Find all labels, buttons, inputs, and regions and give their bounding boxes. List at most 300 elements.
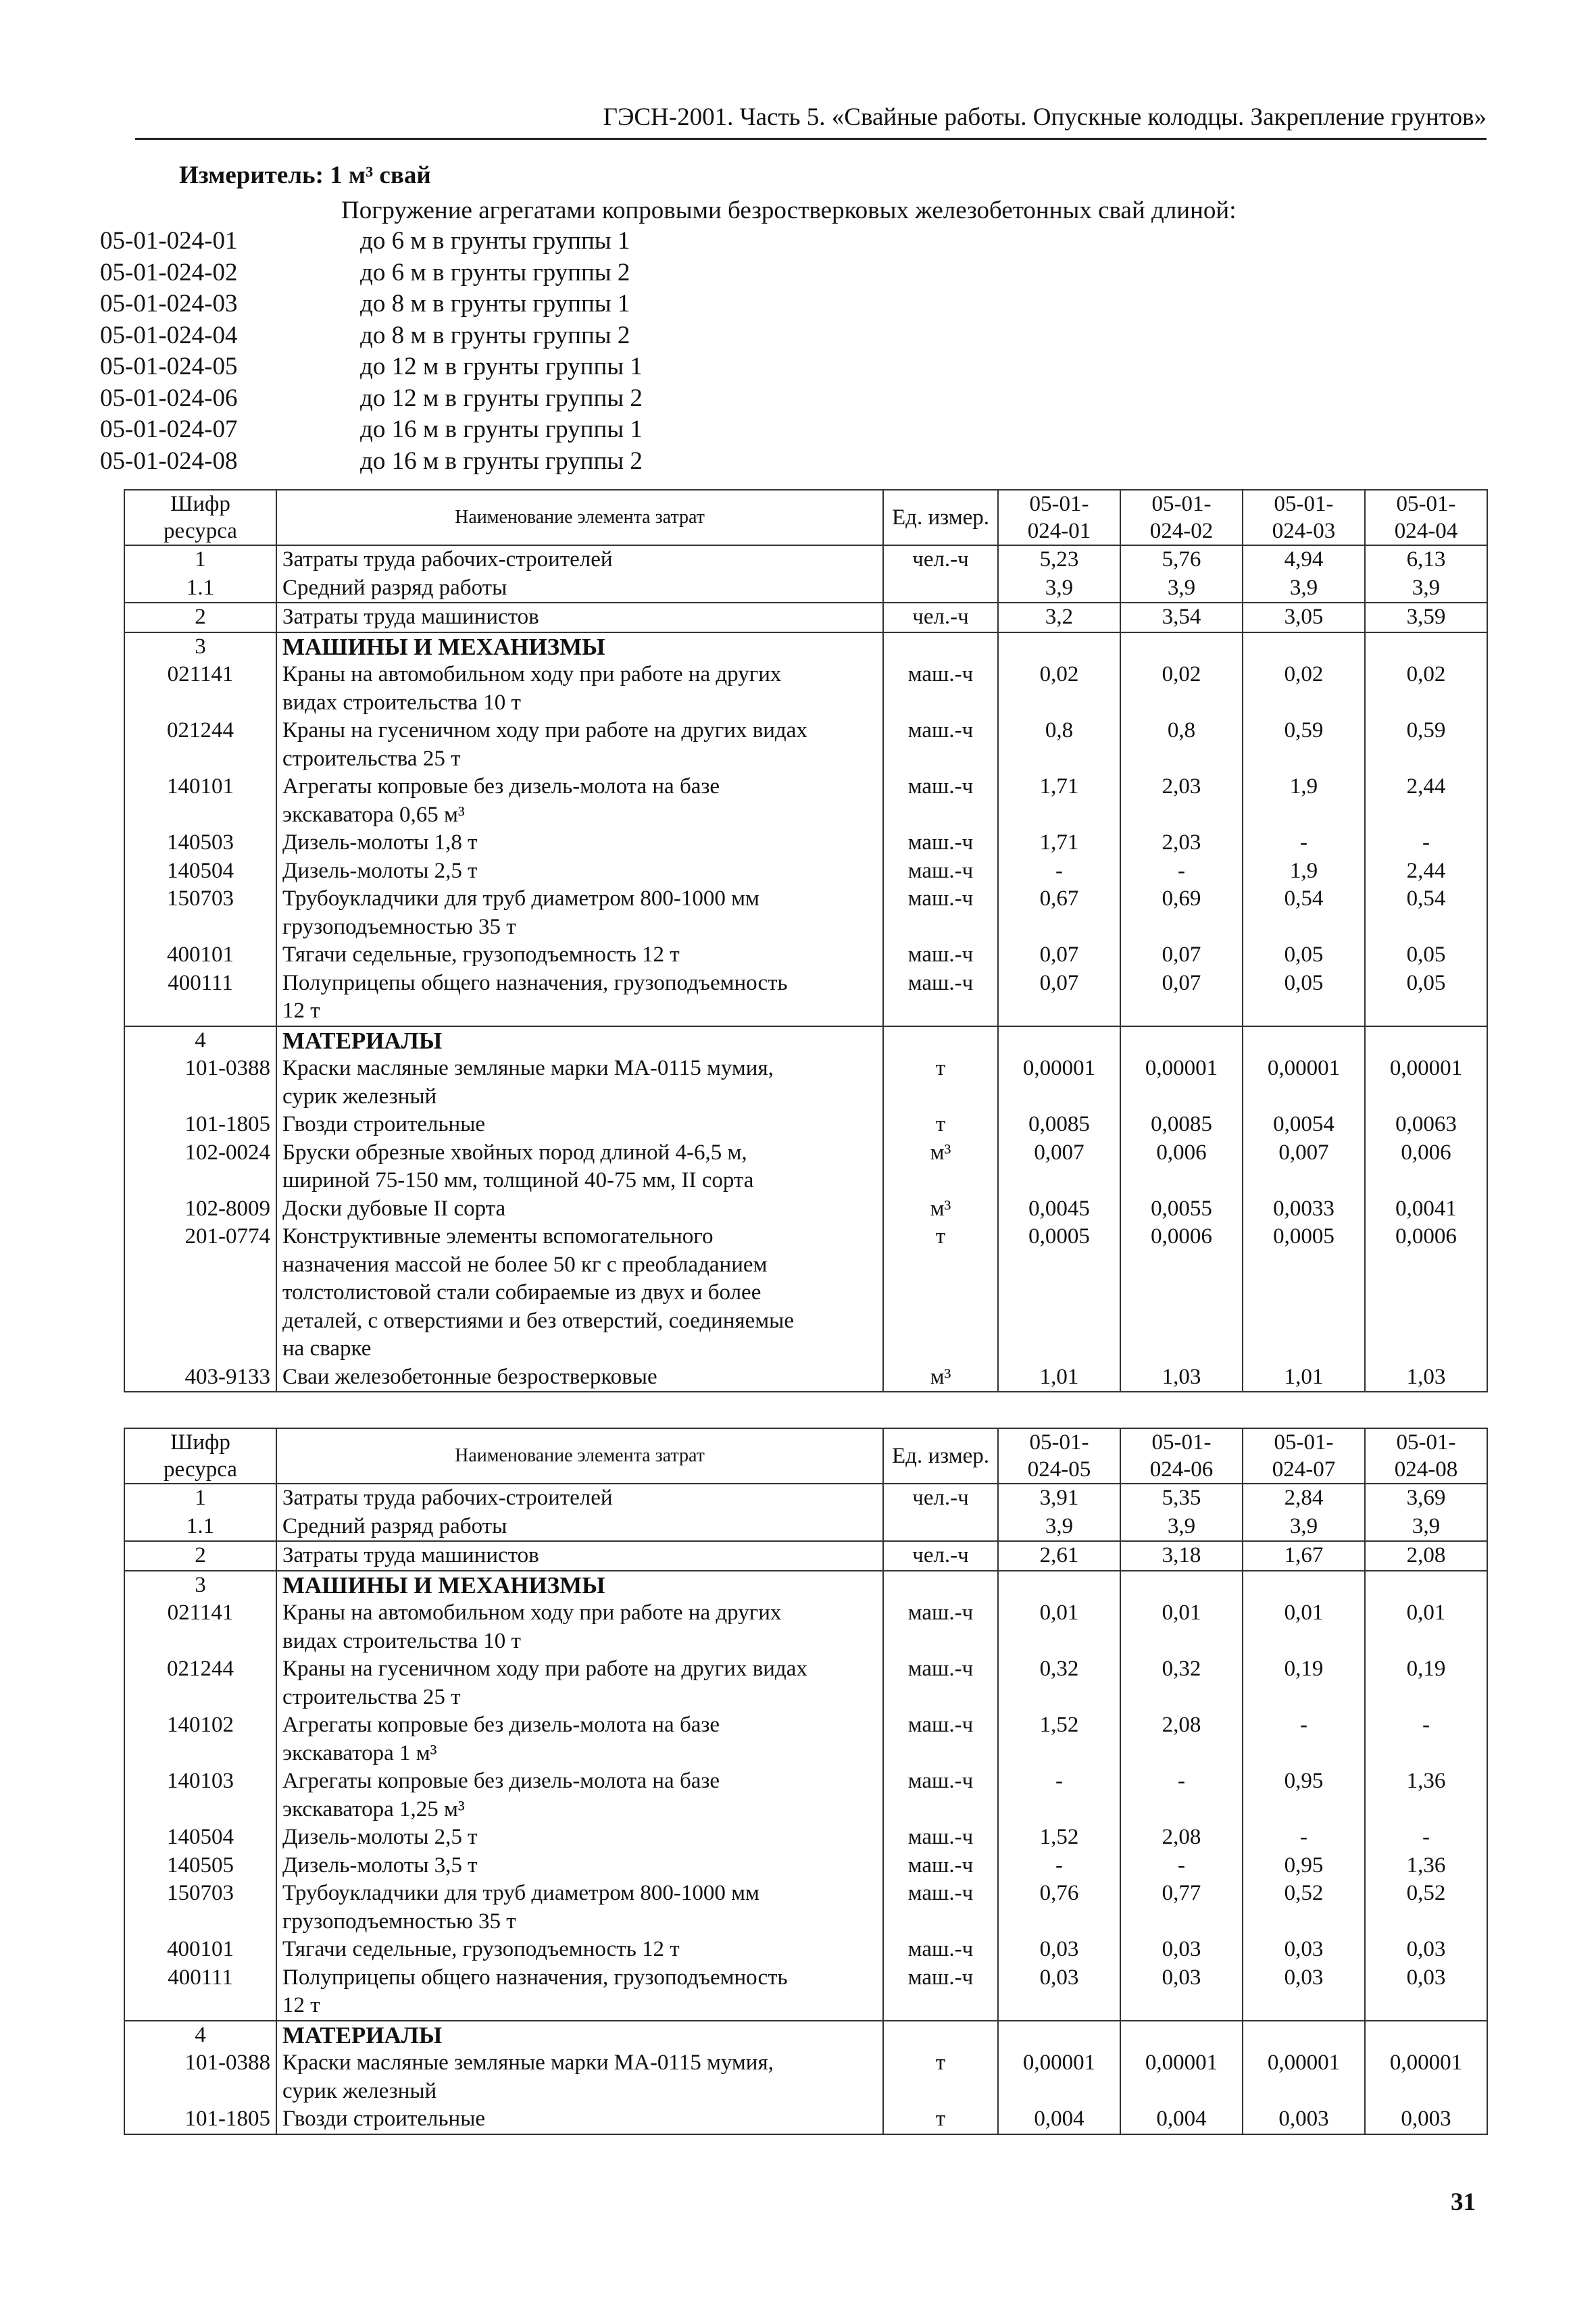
resource-value: 2,44 <box>1365 857 1487 886</box>
header-norm-code <box>998 1428 1120 1484</box>
table-row <box>124 970 1487 1026</box>
resource-value: 2,03 <box>1120 829 1243 857</box>
resource-value: 0,05 <box>1243 941 1365 970</box>
resource-value <box>1243 1571 1365 1600</box>
resource-value <box>1365 1026 1487 1055</box>
measure-unit: Измеритель: 1 м³ свай <box>179 161 431 189</box>
table-row <box>124 829 1487 857</box>
resource-code: 3 <box>124 1571 276 1600</box>
work-code-description: до 8 м в грунты группы 2 <box>360 321 630 349</box>
resource-name <box>276 1139 883 1195</box>
code-list <box>100 226 1384 477</box>
text-line: сурик железный <box>282 2078 437 2103</box>
text-line: Тягачи седельные, грузоподъемность 12 т <box>282 942 680 967</box>
table-row <box>124 1195 1487 1224</box>
resource-value: 0,03 <box>998 1936 1120 1964</box>
header-norm-code <box>998 490 1120 545</box>
header-unit: Ед. измер. <box>883 490 998 545</box>
resource-value: 0,0006 <box>1120 1223 1243 1363</box>
text-line: сурик железный <box>282 1084 437 1109</box>
table-row <box>124 1823 1487 1852</box>
resource-value: 0,03 <box>1365 1936 1487 1964</box>
resource-value: 0,67 <box>998 885 1120 941</box>
work-code: 05-01-024-06 <box>100 384 238 412</box>
table-row <box>124 1223 1487 1363</box>
resource-value: 0,01 <box>1120 1599 1243 1655</box>
code-row <box>100 288 1384 320</box>
text-line: МАШИНЫ И МЕХАНИЗМЫ <box>282 633 605 660</box>
code-row <box>100 257 1384 289</box>
text-line: Трубоукладчики для труб диаметром 800-1000 мм <box>282 886 759 911</box>
resource-value: - <box>998 857 1120 886</box>
table-row <box>124 773 1487 829</box>
resource-value: 0,004 <box>1120 2105 1243 2134</box>
resource-value: - <box>998 1852 1120 1880</box>
table-row <box>124 1655 1487 1711</box>
text-line: Агрегаты копровые без дизель-молота на базе <box>282 774 720 799</box>
resource-value: 0,00001 <box>998 2049 1120 2105</box>
resource-unit: маш.-ч <box>883 857 998 886</box>
resource-name <box>276 1513 883 1542</box>
resource-value: 0,8 <box>998 717 1120 773</box>
resource-unit: маш.-ч <box>883 1767 998 1823</box>
resource-code: 102-8009 <box>124 1195 276 1224</box>
resource-unit: маш.-ч <box>883 1823 998 1852</box>
resource-value: 1,36 <box>1365 1852 1487 1880</box>
resource-unit: чел.-ч <box>883 545 998 574</box>
text-line: 024-08 <box>1394 1457 1458 1482</box>
resource-value: 0,03 <box>1365 1964 1487 2021</box>
resource-value: 2,08 <box>1120 1823 1243 1852</box>
header-cipher <box>124 1428 276 1484</box>
table-row <box>124 857 1487 886</box>
resource-name <box>276 970 883 1026</box>
resource-name <box>276 1823 883 1852</box>
resource-name <box>276 773 883 829</box>
resource-code: 140505 <box>124 1852 276 1880</box>
resource-value: 0,05 <box>1365 970 1487 1026</box>
resource-value: 0,59 <box>1243 717 1365 773</box>
resource-code: 140101 <box>124 773 276 829</box>
work-code: 05-01-024-03 <box>100 290 238 318</box>
header-norm-code <box>1120 1428 1243 1484</box>
resource-value: 1,52 <box>998 1823 1120 1852</box>
resource-value: 0,32 <box>1120 1655 1243 1711</box>
resource-unit: маш.-ч <box>883 717 998 773</box>
text-line: 05-01- <box>1151 1430 1212 1455</box>
resource-name <box>276 1936 883 1964</box>
resource-value: 3,9 <box>1365 574 1487 603</box>
text-line: 05-01- <box>1274 492 1334 516</box>
work-code: 05-01-024-08 <box>100 447 238 475</box>
resource-value: 0,05 <box>1243 970 1365 1026</box>
resource-unit: т <box>883 2105 998 2134</box>
resource-value: 1,9 <box>1243 773 1365 829</box>
resource-code: 150703 <box>124 885 276 941</box>
resource-name <box>276 885 883 941</box>
resource-value: 0,03 <box>1243 1936 1365 1964</box>
resource-value: 0,00001 <box>1120 2049 1243 2105</box>
text-line: Конструктивные элементы вспомогательного <box>282 1224 714 1249</box>
resource-value <box>1365 2021 1487 2050</box>
resource-name <box>276 1599 883 1655</box>
resource-unit: чел.-ч <box>883 1484 998 1513</box>
resource-unit: м³ <box>883 1139 998 1195</box>
table-row <box>124 1964 1487 2021</box>
text-line: Шифр <box>170 1430 230 1455</box>
code-row <box>100 351 1384 383</box>
resource-value: 0,0033 <box>1243 1195 1365 1224</box>
resource-unit: т <box>883 1055 998 1111</box>
resource-value: 0,03 <box>1120 1964 1243 2021</box>
text-line: 05-01- <box>1151 492 1212 516</box>
text-line: МАШИНЫ И МЕХАНИЗМЫ <box>282 1571 605 1599</box>
work-code: 05-01-024-04 <box>100 321 238 349</box>
resource-unit: чел.-ч <box>883 603 998 632</box>
work-code-description: до 6 м в грунты группы 1 <box>360 227 630 255</box>
resource-unit: чел.-ч <box>883 1541 998 1571</box>
resource-name <box>276 1195 883 1224</box>
resource-value: 0,004 <box>998 2105 1120 2134</box>
text-line: 05-01- <box>1029 492 1089 516</box>
resource-name <box>276 1055 883 1111</box>
resource-value: 0,69 <box>1120 885 1243 941</box>
resource-code: 2 <box>124 1541 276 1571</box>
resource-unit: маш.-ч <box>883 1599 998 1655</box>
text-line: Краны на гусеничном ходу при работе на других видах <box>282 718 807 743</box>
text-line: 024-01 <box>1027 519 1091 543</box>
resource-code: 102-0024 <box>124 1139 276 1195</box>
resource-value: 0,8 <box>1120 717 1243 773</box>
resource-value: 2,44 <box>1365 773 1487 829</box>
resource-value: 3,9 <box>998 1513 1120 1542</box>
resource-value: 3,9 <box>1120 1513 1243 1542</box>
table-row <box>124 1363 1487 1392</box>
work-code: 05-01-024-02 <box>100 258 238 286</box>
resource-name <box>276 632 883 661</box>
resource-value: 0,01 <box>998 1599 1120 1655</box>
table-row <box>124 941 1487 970</box>
resource-value: 0,02 <box>1243 661 1365 717</box>
resource-name <box>276 1880 883 1936</box>
resource-value: 3,9 <box>1243 574 1365 603</box>
text-line: Краны на автомобильном ходу при работе на других <box>282 662 782 686</box>
resource-value <box>1120 1026 1243 1055</box>
resource-value <box>998 2021 1120 2050</box>
resource-value: 1,03 <box>1120 1363 1243 1392</box>
resource-value: 3,59 <box>1365 603 1487 632</box>
resource-value: 0,07 <box>998 941 1120 970</box>
resource-value: 2,08 <box>1365 1541 1487 1571</box>
resource-value: 0,07 <box>998 970 1120 1026</box>
text-line: Бруски обрезные хвойных пород длиной 4-6,5 м, <box>282 1140 747 1165</box>
table-row <box>124 1571 1487 1600</box>
text-line: Гвозди строительные <box>282 1112 486 1136</box>
text-line: Доски дубовые II сорта <box>282 1196 506 1221</box>
resource-value: 0,01 <box>1243 1599 1365 1655</box>
resource-value <box>998 1026 1120 1055</box>
resource-name <box>276 1026 883 1055</box>
resource-name <box>276 1767 883 1823</box>
resource-value: 0,00001 <box>1365 2049 1487 2105</box>
resource-value: 0,006 <box>1365 1139 1487 1195</box>
text-line: Затраты труда рабочих-строителей <box>282 1486 613 1510</box>
resource-unit <box>883 1571 998 1600</box>
text-line: грузоподъемностью 35 т <box>282 914 516 939</box>
text-line: на сварке <box>282 1336 372 1361</box>
resource-value: 5,35 <box>1120 1484 1243 1513</box>
text-line: 05-01- <box>1029 1430 1089 1455</box>
resource-unit <box>883 2021 998 2050</box>
resource-value: 0,52 <box>1365 1880 1487 1936</box>
text-line: Дизель-молоты 2,5 т <box>282 858 478 883</box>
resource-unit: маш.-ч <box>883 970 998 1026</box>
resource-name <box>276 1484 883 1513</box>
text-line: Трубоукладчики для труб диаметром 800-1000 мм <box>282 1881 759 1905</box>
resource-unit: т <box>883 2049 998 2105</box>
table-row <box>124 1852 1487 1880</box>
header-name: Наименование элемента затрат <box>276 1428 883 1484</box>
table-row <box>124 1111 1487 1139</box>
table-row <box>124 2021 1487 2050</box>
table-row <box>124 2049 1487 2105</box>
table-row <box>124 545 1487 574</box>
text-line: строительства 25 т <box>282 1684 461 1709</box>
header-norm-code <box>1365 1428 1487 1484</box>
resource-value <box>998 632 1120 661</box>
resource-unit <box>883 1026 998 1055</box>
text-line: Дизель-молоты 2,5 т <box>282 1825 478 1849</box>
resource-value: 3,54 <box>1120 603 1243 632</box>
text-line: видах строительства 10 т <box>282 690 521 715</box>
resource-value: 0,32 <box>998 1655 1120 1711</box>
text-line: Затраты труда машинистов <box>282 1543 539 1567</box>
resource-unit: маш.-ч <box>883 661 998 717</box>
resource-value: 0,02 <box>1120 661 1243 717</box>
resource-value: - <box>1243 829 1365 857</box>
resource-code: 400111 <box>124 970 276 1026</box>
resource-value: 0,03 <box>1243 1964 1365 2021</box>
text-line: экскаватора 0,65 м³ <box>282 802 465 827</box>
resource-unit: маш.-ч <box>883 1880 998 1936</box>
resource-value: 0,0006 <box>1365 1223 1487 1363</box>
table-row <box>124 1541 1487 1571</box>
resource-code: 140504 <box>124 857 276 886</box>
table-row <box>124 1139 1487 1195</box>
resource-name <box>276 1223 883 1363</box>
resource-value <box>1120 632 1243 661</box>
resource-value: 0,59 <box>1365 717 1487 773</box>
table-row <box>124 1767 1487 1823</box>
resource-code: 150703 <box>124 1880 276 1936</box>
text-line: видах строительства 10 т <box>282 1628 521 1653</box>
resource-code: 400101 <box>124 941 276 970</box>
resource-value: 0,0005 <box>998 1223 1120 1363</box>
resource-value: 0,00001 <box>1365 1055 1487 1111</box>
resource-value: 3,18 <box>1120 1541 1243 1571</box>
resource-value: - <box>1120 1767 1243 1823</box>
resource-code: 1 <box>124 1484 276 1513</box>
resource-value: 3,05 <box>1243 603 1365 632</box>
resource-value: 1,36 <box>1365 1767 1487 1823</box>
resource-unit: маш.-ч <box>883 829 998 857</box>
text-line: Краны на автомобильном ходу при работе на других <box>282 1601 782 1625</box>
resource-name <box>276 1111 883 1139</box>
text-line: шириной 75-150 мм, толщиной 40-75 мм, II сорта <box>282 1168 754 1192</box>
resource-value: 3,9 <box>1365 1513 1487 1542</box>
table-row <box>124 1880 1487 1936</box>
resource-value: - <box>1365 829 1487 857</box>
resource-unit: т <box>883 1223 998 1363</box>
page-header: ГЭСН-2001. Часть 5. «Свайные работы. Опускные колодцы. Закрепление грунтов» <box>135 101 1487 140</box>
resource-code: 403-9133 <box>124 1363 276 1392</box>
resource-code: 1 <box>124 545 276 574</box>
resource-unit: маш.-ч <box>883 773 998 829</box>
text-line: Затраты труда рабочих-строителей <box>282 547 613 572</box>
table-row <box>124 1055 1487 1111</box>
text-line: 05-01- <box>1396 1430 1456 1455</box>
table-row <box>124 1599 1487 1655</box>
work-code-description: до 16 м в грунты группы 2 <box>360 447 643 475</box>
resource-value <box>1120 1571 1243 1600</box>
code-row <box>100 383 1384 415</box>
header-row <box>124 490 1487 545</box>
resource-name <box>276 1363 883 1392</box>
resource-name <box>276 1711 883 1767</box>
resource-value: 3,9 <box>998 574 1120 603</box>
resource-value: 0,007 <box>998 1139 1120 1195</box>
resource-value <box>1243 2021 1365 2050</box>
resource-value: 0,0085 <box>1120 1111 1243 1139</box>
header-cipher <box>124 490 276 545</box>
resource-value: 0,00001 <box>1243 1055 1365 1111</box>
resource-value: 0,03 <box>1120 1936 1243 1964</box>
resource-value: 0,95 <box>1243 1852 1365 1880</box>
code-row <box>100 320 1384 352</box>
resource-value: 0,0085 <box>998 1111 1120 1139</box>
resource-value: 0,77 <box>1120 1880 1243 1936</box>
resource-value: 3,2 <box>998 603 1120 632</box>
code-row <box>100 414 1384 446</box>
resource-name <box>276 857 883 886</box>
resource-unit: маш.-ч <box>883 1964 998 2021</box>
resource-value: 0,02 <box>998 661 1120 717</box>
table-row <box>124 717 1487 773</box>
work-code: 05-01-024-05 <box>100 353 238 380</box>
resource-code: 021244 <box>124 717 276 773</box>
text-line: Сваи железобетонные безростверковые <box>282 1364 657 1389</box>
text-line: Тягачи седельные, грузоподъемность 12 т <box>282 1937 680 1961</box>
work-code-description: до 8 м в грунты группы 1 <box>360 290 630 318</box>
code-row <box>100 226 1384 257</box>
resource-value: 0,54 <box>1365 885 1487 941</box>
resource-value: - <box>1243 1711 1365 1767</box>
text-line: Полуприцепы общего назначения, грузоподъемность <box>282 1965 788 1990</box>
resource-code: 1.1 <box>124 574 276 603</box>
text-line: 024-04 <box>1394 519 1458 543</box>
resource-code: 400101 <box>124 1936 276 1964</box>
resource-name <box>276 829 883 857</box>
resource-unit: т <box>883 1111 998 1139</box>
resource-name <box>276 545 883 574</box>
resource-code: 140503 <box>124 829 276 857</box>
resource-unit <box>883 1513 998 1542</box>
resource-value: 1,03 <box>1365 1363 1487 1392</box>
resource-name <box>276 1655 883 1711</box>
text-line: 05-01- <box>1274 1430 1334 1455</box>
resource-value: 1,9 <box>1243 857 1365 886</box>
resource-name <box>276 2021 883 2050</box>
resource-code: 021141 <box>124 661 276 717</box>
resource-value: 1,01 <box>998 1363 1120 1392</box>
resource-value: 3,9 <box>1243 1513 1365 1542</box>
resource-value: 0,007 <box>1243 1139 1365 1195</box>
resource-code: 400111 <box>124 1964 276 2021</box>
resource-unit: м³ <box>883 1195 998 1224</box>
text-line: Агрегаты копровые без дизель-молота на базе <box>282 1713 720 1737</box>
text-line: 024-06 <box>1149 1457 1214 1482</box>
resource-value: 5,76 <box>1120 545 1243 574</box>
resource-value: 1,67 <box>1243 1541 1365 1571</box>
resource-unit <box>883 632 998 661</box>
text-line: толстолистовой стали собираемые из двух и более <box>282 1280 762 1305</box>
resource-value <box>1120 2021 1243 2050</box>
text-line: Агрегаты копровые без дизель-молота на базе <box>282 1769 720 1793</box>
resource-unit: маш.-ч <box>883 1711 998 1767</box>
resource-value: 0,0055 <box>1120 1195 1243 1224</box>
work-description: Погружение агрегатами копровыми безростверковых железобетонных свай длиной: <box>341 197 1237 224</box>
table-row <box>124 2105 1487 2134</box>
resource-name <box>276 1852 883 1880</box>
resource-value: 0,00001 <box>998 1055 1120 1111</box>
text-line: ресурса <box>164 519 237 543</box>
text-line: Средний разряд работы <box>282 1513 507 1538</box>
resource-code: 3 <box>124 632 276 661</box>
work-code-description: до 16 м в грунты группы 1 <box>360 416 643 443</box>
resource-value: 0,76 <box>998 1880 1120 1936</box>
work-code-description: до 6 м в грунты группы 2 <box>360 258 630 286</box>
table-row <box>124 885 1487 941</box>
resource-value: 0,03 <box>998 1964 1120 2021</box>
resource-code: 101-1805 <box>124 1111 276 1139</box>
work-code-description: до 12 м в грунты группы 1 <box>360 353 643 380</box>
resource-unit <box>883 574 998 603</box>
resource-value: 0,003 <box>1365 2105 1487 2134</box>
table-row <box>124 1513 1487 1542</box>
table-row <box>124 632 1487 661</box>
resource-value: 0,01 <box>1365 1599 1487 1655</box>
resource-value: 3,91 <box>998 1484 1120 1513</box>
resource-code: 101-0388 <box>124 1055 276 1111</box>
resource-name <box>276 574 883 603</box>
text-line: Дизель-молоты 3,5 т <box>282 1853 478 1878</box>
text-line: Краски масляные земляные марки МА-0115 мумия, <box>282 1056 774 1080</box>
resource-value: 0,54 <box>1243 885 1365 941</box>
resource-unit: м³ <box>883 1363 998 1392</box>
resource-value: 3,9 <box>1120 574 1243 603</box>
resource-value: - <box>1365 1711 1487 1767</box>
resource-value: - <box>998 1767 1120 1823</box>
text-line: экскаватора 1 м³ <box>282 1740 437 1765</box>
table-row <box>124 1711 1487 1767</box>
text-line: Шифр <box>170 492 230 516</box>
resource-code: 140102 <box>124 1711 276 1767</box>
resource-value: 0,0045 <box>998 1195 1120 1224</box>
text-line: ресурса <box>164 1457 237 1482</box>
resource-value: 2,03 <box>1120 773 1243 829</box>
resource-value <box>1365 1571 1487 1600</box>
resource-value: - <box>1243 1823 1365 1852</box>
